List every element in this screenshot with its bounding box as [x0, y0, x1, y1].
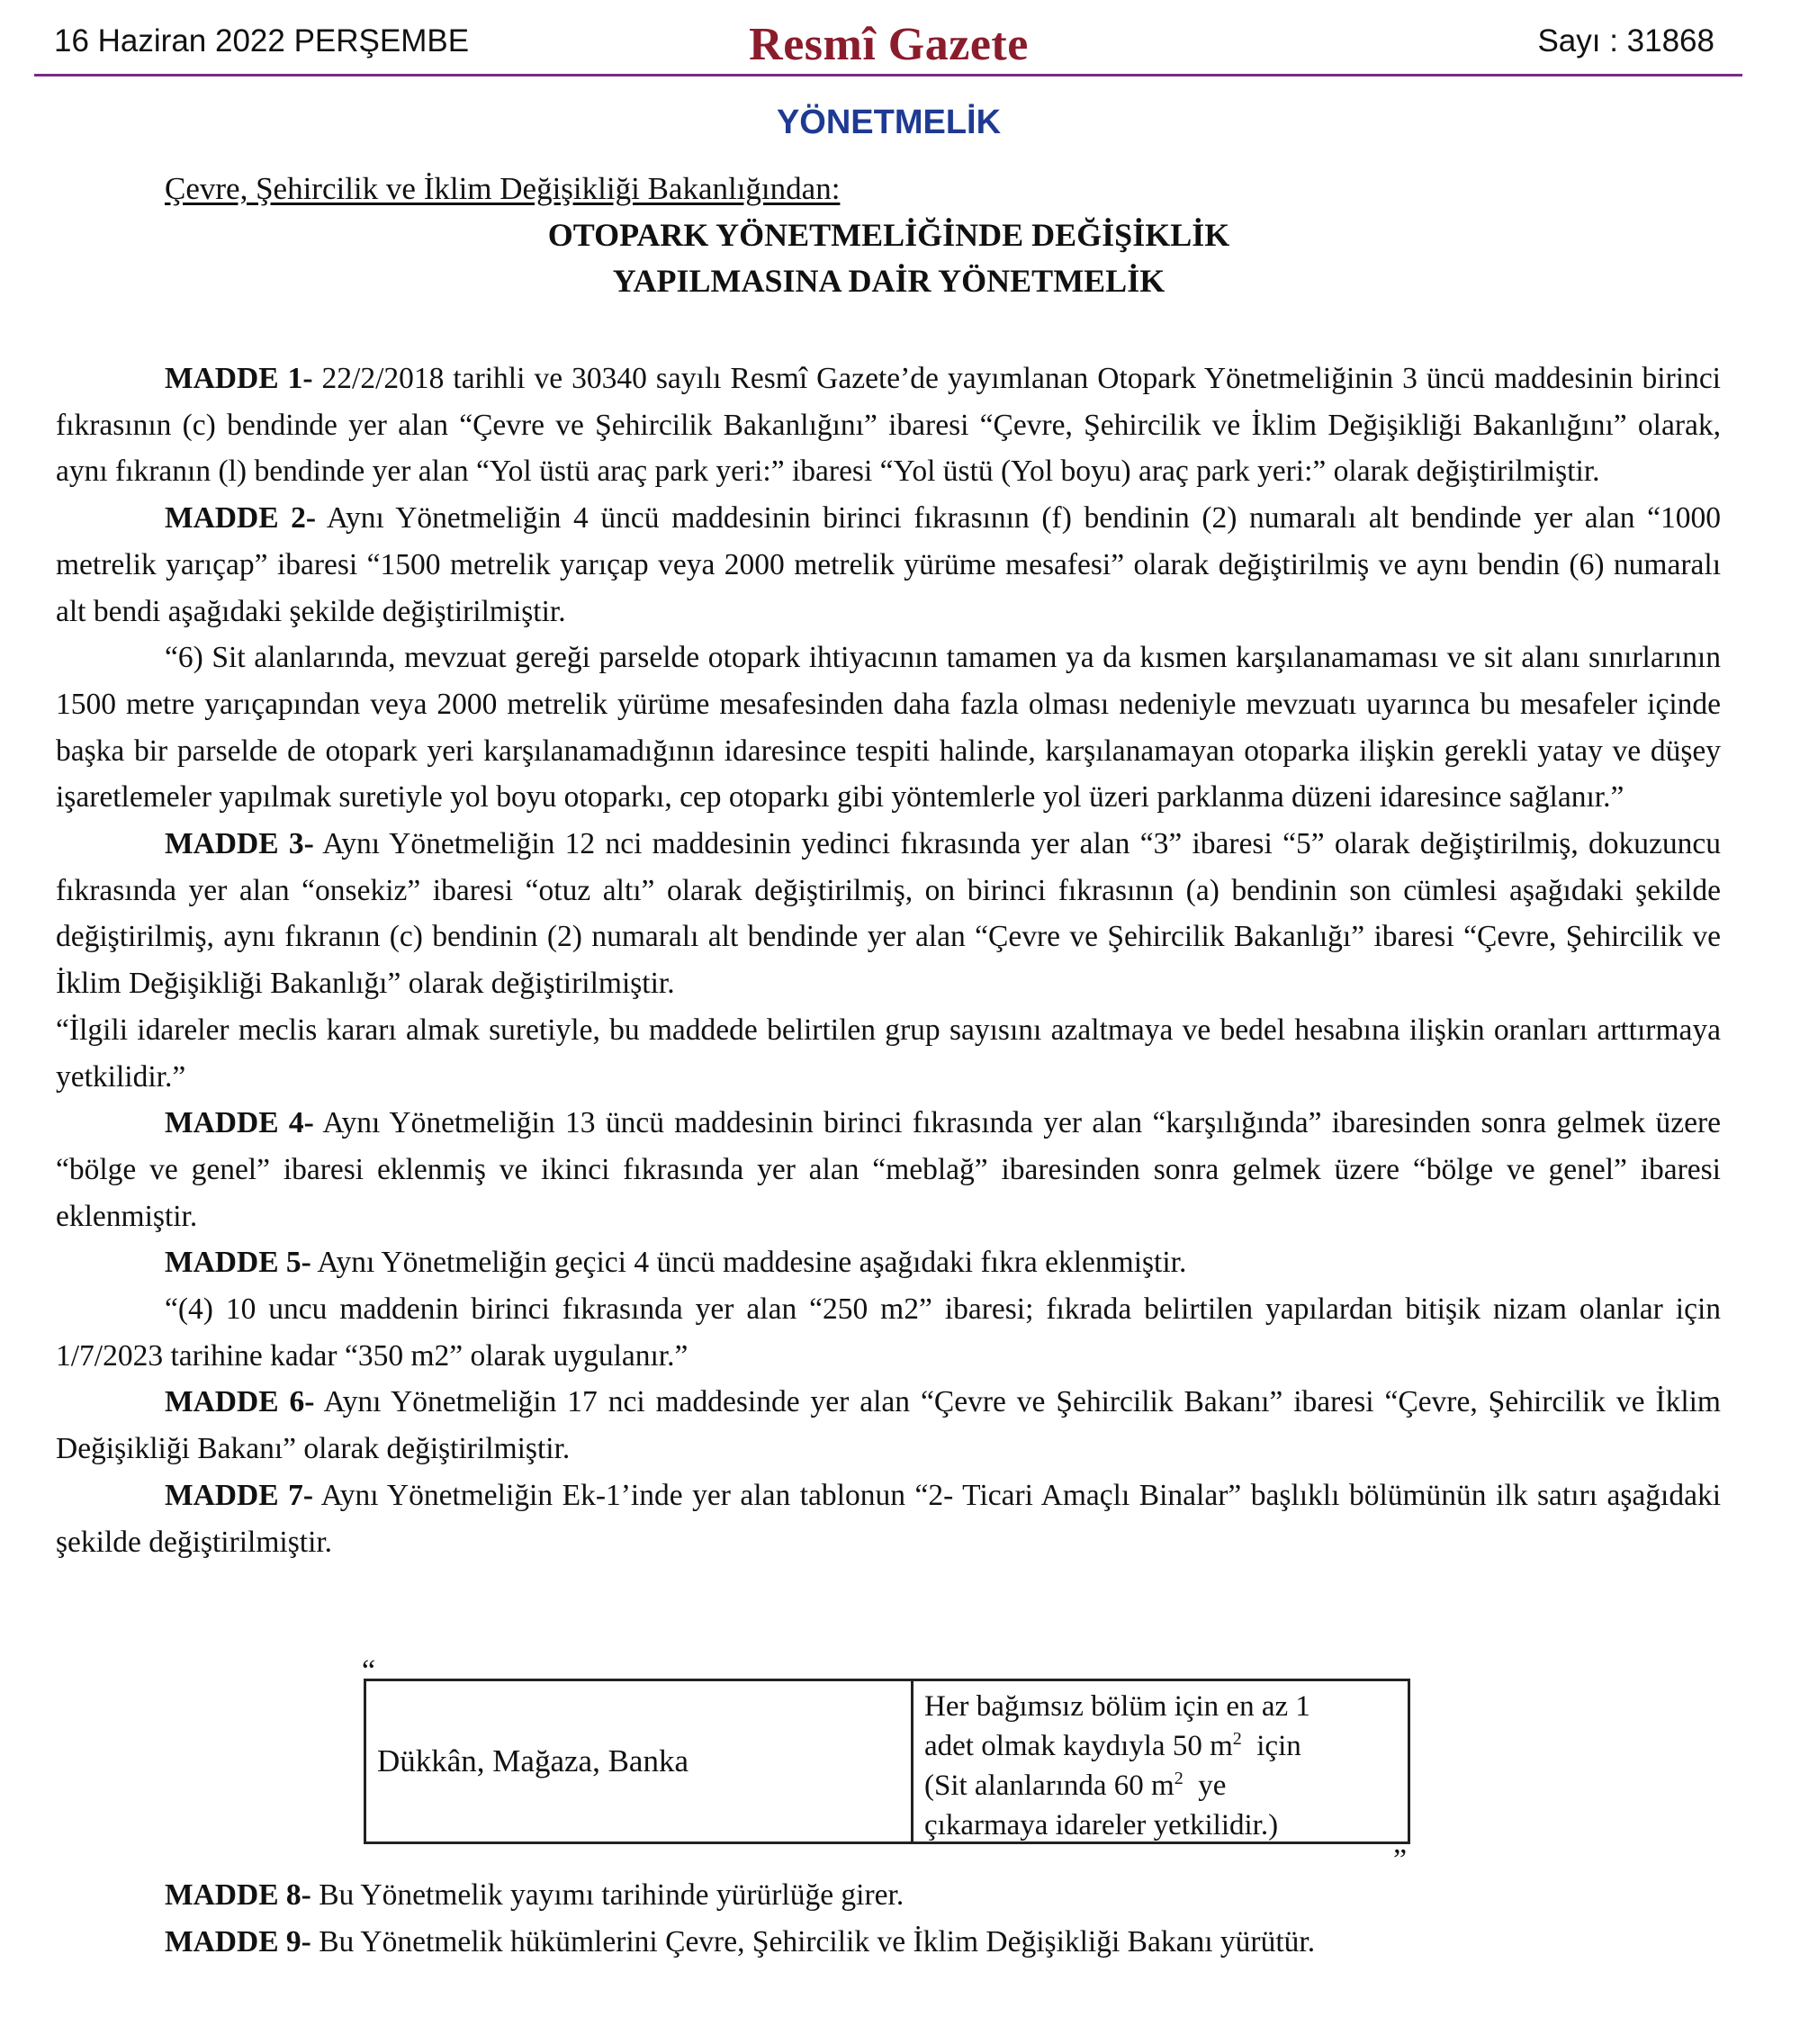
- table-column-divider: [911, 1681, 914, 1841]
- regulation-body: [56, 356, 1721, 1565]
- superscript-2: 2: [1174, 1769, 1184, 1788]
- article-text: Aynı Yönetmeliğin 4 üncü maddesinin birinci fıkrasının (f) bendinin (2) numaralı alt bendinde yer alan “1000 metrelik yarıçap” ibaresi “1500 metrelik yarıçap veya 2000 metrelik yürüme mesafesi” olarak değiştirilmiş ve aynı bendin (6) numaralı alt bendi aşağıdaki şekilde değiştirilmiştir.: [56, 501, 1722, 628]
- article-8: [56, 1872, 1721, 1919]
- article-text: Bu Yönetmelik yayımı tarihinde yürürlüğe girer.: [310, 1878, 904, 1912]
- regulation-title-line-2: YAPILMASINA DAİR YÖNETMELİK: [612, 263, 1166, 299]
- requirement-line-3-text: (Sit alanlarında 60 m: [924, 1769, 1174, 1802]
- article-label: MADDE 5-: [165, 1246, 311, 1280]
- final-articles: [56, 1872, 1721, 1965]
- table-cell-requirement: [924, 1687, 1406, 1845]
- document-type: YÖNETMELİK: [776, 104, 1002, 141]
- issue-date: 16 Haziran 2022 PERŞEMBE: [54, 23, 470, 59]
- article-5-quote: “(4) 10 uncu maddenin birinci fıkrasında yer alan “250 m2” ibaresi; fıkrada belirtilen yapılardan bitişik nizam olanlar için 1/7/2023 tarihine kadar “350 m2” olarak uygulanır.”: [56, 1292, 1721, 1373]
- requirement-line-2-tail: için: [1241, 1730, 1301, 1762]
- article-label: MADDE 6-: [165, 1385, 315, 1419]
- article-2-quote: “6) Sit alanlarında, mevzuat gereği parselde otopark ihtiyacının tamamen ya da kısmen karşılanamaması ve sit alanı sınırlarının 1500 metre yarıçapından veya 2000 metrelik yürüme mesafesinden daha fazla olması nedeniyle mevzuatı uyarınca bu mesafeler içinde başka bir parselde de otopark yeri karşılanamadığının idaresince tespiti halinde, karşılanamayan otoparka ilişkin gerekli yatay ve düşey işaretlemeler yapılmak suretiyle yol boyu otoparkı, cep otoparkı gibi yöntemlerle yol üzeri parklanma düzeni idaresince sağlanır.”: [56, 641, 1721, 815]
- article-text: Aynı Yönetmeliğin 13 üncü maddesinin birinci fıkrasında yer alan “karşılığında” ibaresinden sonra gelmek üzere “bölge ve genel” ibaresi eklenmiş ve ikinci fıkrasında yer alan “meblağ” ibaresinden sonra gelmek üzere “bölge ve genel” ibaresi eklenmiştir.: [56, 1106, 1721, 1233]
- table-open-quote: “: [362, 1654, 376, 1688]
- superscript-2: 2: [1232, 1729, 1242, 1749]
- article-6: [56, 1379, 1721, 1472]
- article-1: [56, 356, 1721, 495]
- article-text: 22/2/2018 tarihli ve 30340 sayılı Resmî Gazete’de yayımlanan Otopark Yönetmeliğinin 3 üncü maddesinin birinci fıkrasının (c) bendinde yer alan “Çevre ve Şehircilik Bakanlığını” ibaresi “Çevre, Şehircilik ve İklim Değişikliği Bakanlığını” olarak, aynı fıkranın (l) bendinde yer alan “Yol üstü araç park yeri:” ibaresi “Yol üstü (Yol boyu) araç park yeri:” olarak değiştirilmiştir.: [56, 362, 1721, 489]
- article-2: [56, 495, 1721, 635]
- table-cell-building-type: [377, 1681, 904, 1841]
- article-9: [56, 1919, 1721, 1966]
- article-text: Aynı Yönetmeliğin 17 nci maddesinde yer alan “Çevre ve Şehircilik Bakanı” ibaresi “Çevre, Şehircilik ve İklim Değişikliği Bakanı” olarak değiştirilmiştir.: [56, 1385, 1721, 1466]
- requirement-line-4: çıkarmaya idareler yetkilidir.): [924, 1809, 1279, 1841]
- article-text: Aynı Yönetmeliğin geçici 4 üncü maddesine aşağıdaki fıkra eklenmiştir.: [310, 1246, 1187, 1280]
- header-divider: [34, 74, 1742, 77]
- article-label: MADDE 1-: [165, 362, 313, 395]
- article-7: [56, 1472, 1721, 1565]
- requirement-line-3-tail: ye: [1183, 1769, 1227, 1802]
- article-label: MADDE 8-: [165, 1878, 311, 1912]
- amended-table-row: [364, 1679, 1410, 1844]
- issuing-ministry: Çevre, Şehircilik ve İklim Değişikliği Bakanlığından:: [165, 171, 841, 206]
- requirement-line-3: [924, 1766, 1406, 1805]
- requirement-line-1: Her bağımsız bölüm için en az 1: [924, 1690, 1310, 1723]
- article-label: MADDE 4-: [165, 1106, 314, 1140]
- article-label: MADDE 3-: [165, 827, 314, 861]
- article-3: [56, 821, 1721, 1007]
- requirement-line-2-text: adet olmak kaydıyla 50 m: [924, 1730, 1233, 1762]
- building-type-text: Dükkân, Mağaza, Banka: [377, 1743, 688, 1778]
- article-label: MADDE 2-: [165, 501, 317, 536]
- article-text: Aynı Yönetmeliğin 12 nci maddesinin yedinci fıkrasında yer alan “3” ibaresi “5” olarak değiştirilmiş, dokuzuncu fıkrasında yer alan “onsekiz” ibaresi “otuz altı” olarak değiştirilmiş, on birinci fıkrasının (a) bendinin son cümlesi aşağıdaki şekilde değiştirilmiş, aynı fıkranın (c) bendinin (2) numaralı alt bendinde yer alan “Çevre ve Şehircilik Bakanlığı” ibaresi “Çevre, Şehircilik ve İklim Değişikliği Bakanlığı” olarak değiştirilmiştir.: [56, 827, 1721, 1001]
- article-label: MADDE 7-: [165, 1478, 313, 1512]
- issue-number: Sayı : 31868: [1537, 23, 1714, 59]
- article-3-quote: “İlgili idareler meclis kararı almak suretiyle, bu maddede belirtilen grup sayısını azaltmaya ve bedel hesabına ilişkin oranları arttırmaya yetkilidir.”: [56, 1013, 1721, 1094]
- article-4: [56, 1100, 1721, 1239]
- regulation-title-line-1: OTOPARK YÖNETMELİĞİNDE DEĞİŞİKLİK: [547, 217, 1230, 253]
- gazette-title: Resmî Gazete: [749, 19, 1029, 70]
- article-5: [56, 1239, 1721, 1286]
- article-text: Bu Yönetmelik hükümlerini Çevre, Şehircilik ve İklim Değişikliği Bakanı yürütür.: [310, 1924, 1316, 1958]
- article-text: Aynı Yönetmeliğin Ek-1’inde yer alan tablonun “2- Ticari Amaçlı Binalar” başlıklı bölümünün ilk satırı aşağıdaki şekilde değiştirilmiştir.: [56, 1478, 1721, 1559]
- article-label: MADDE 9-: [165, 1924, 311, 1958]
- requirement-line-2: [924, 1726, 1406, 1766]
- table-close-quote: ”: [1393, 1843, 1408, 1877]
